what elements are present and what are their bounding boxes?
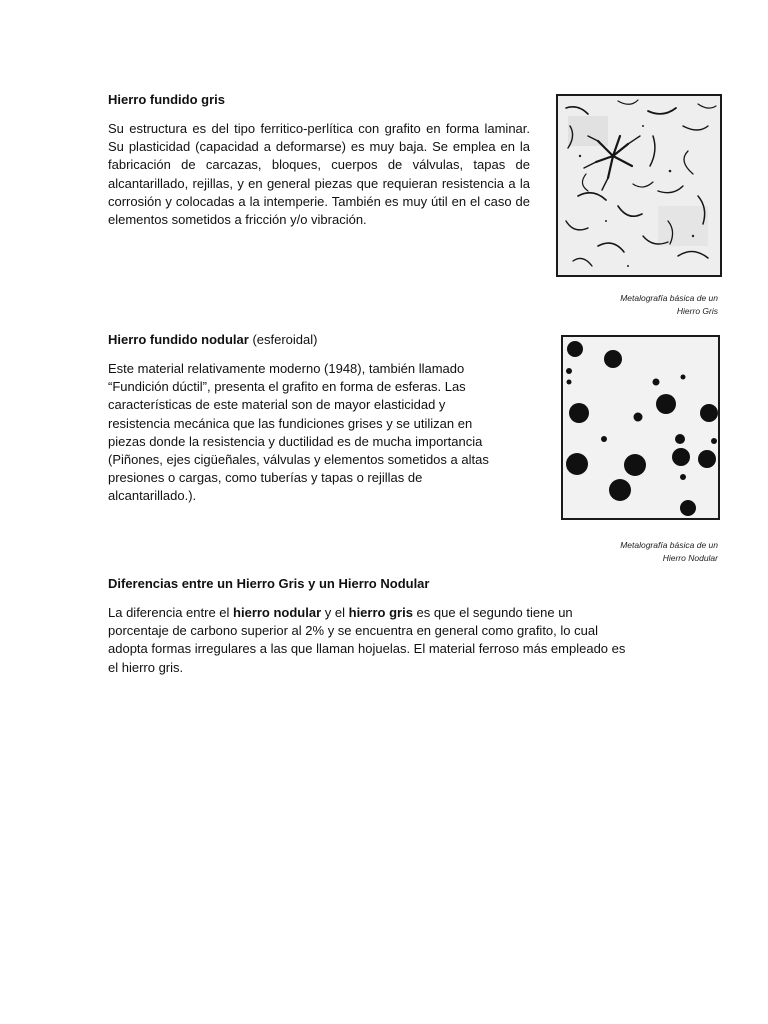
diferencias-line: porcentaje de carbono superior al 2% y se encuentra en general como grafito, lo cual (108, 623, 598, 639)
diferencias-line: el hierro gris. (108, 659, 184, 675)
figure-gris-micrograph (556, 94, 722, 277)
heading-nodular-bold: Hierro fundido nodular (108, 332, 249, 347)
diferencias-bold-nodular: hierro nodular (233, 605, 322, 620)
caption-gris-line2: Hierro Gris (676, 306, 718, 316)
ductile-iron-micrograph-image (563, 337, 718, 518)
heading-nodular-rest: (esferoidal) (248, 332, 318, 347)
diferencias-bold-gris: hierro gris (348, 605, 413, 620)
nodular-line: presiones o cargas, como tuberías y tapas o rejillas de (108, 470, 423, 486)
caption-gris-line1: Metalografía básica de un (620, 293, 718, 303)
gray-iron-micrograph-image (558, 96, 720, 275)
diferencias-line: adopta formas irregulares a las que llaman hojuelas. El material ferroso más empleado es (108, 641, 626, 657)
nodular-line: piezas donde la resistencia y ductilidad es de mucha importancia (108, 433, 483, 449)
nodular-line: Este material relativamente moderno (1948), también llamado (108, 361, 465, 376)
diferencias-line (108, 604, 668, 622)
caption-gris (560, 292, 718, 318)
paragraph-nodular (108, 360, 538, 506)
section-heading-nodular (108, 331, 317, 349)
diferencias-text: es que el segundo tiene un (412, 605, 573, 620)
paragraph-gris: Su estructura es del tipo ferritico-perlítica con grafito en forma laminar. Su plasticidad (capacidad a deformarse) es muy baja. Se emplea en la fabricación de carcazas, bloques, cuerpos de válvulas, tapas de alcantarillado, rejillas, y en general piezas que requieran resistencia a la corrosión y colocadas a la intemperie. También es muy útil en el caso de elementos sometidos a fricción y/o vibración. (108, 121, 530, 228)
caption-nodular-line1: Metalografía básica de un (620, 540, 718, 550)
caption-nodular-line2: Hierro Nodular (662, 553, 718, 563)
nodular-line: “Fundición dúctil”, presenta el grafito en forma de esferas. Las (108, 379, 466, 395)
nodular-line: alcantarillado.). (108, 488, 197, 504)
section-heading-gris: Hierro fundido gris (108, 92, 225, 107)
nodular-line: (Piñones, ejes cigüeñales, válvulas y elementos sometidos a altas (108, 452, 489, 468)
nodular-line: características de este material son de mayor elasticidad y (108, 397, 446, 413)
caption-nodular (560, 539, 718, 565)
diferencias-text: y el (321, 605, 349, 620)
figure-nodular-micrograph (561, 335, 720, 520)
diferencias-text: La diferencia entre el (108, 605, 234, 620)
paragraph-diferencias (108, 604, 668, 677)
section-heading-diferencias: Diferencias entre un Hierro Gris y un Hierro Nodular (108, 576, 430, 591)
nodular-line: resistencia mecánica que las fundiciones grises y se utilizan en (108, 415, 473, 431)
